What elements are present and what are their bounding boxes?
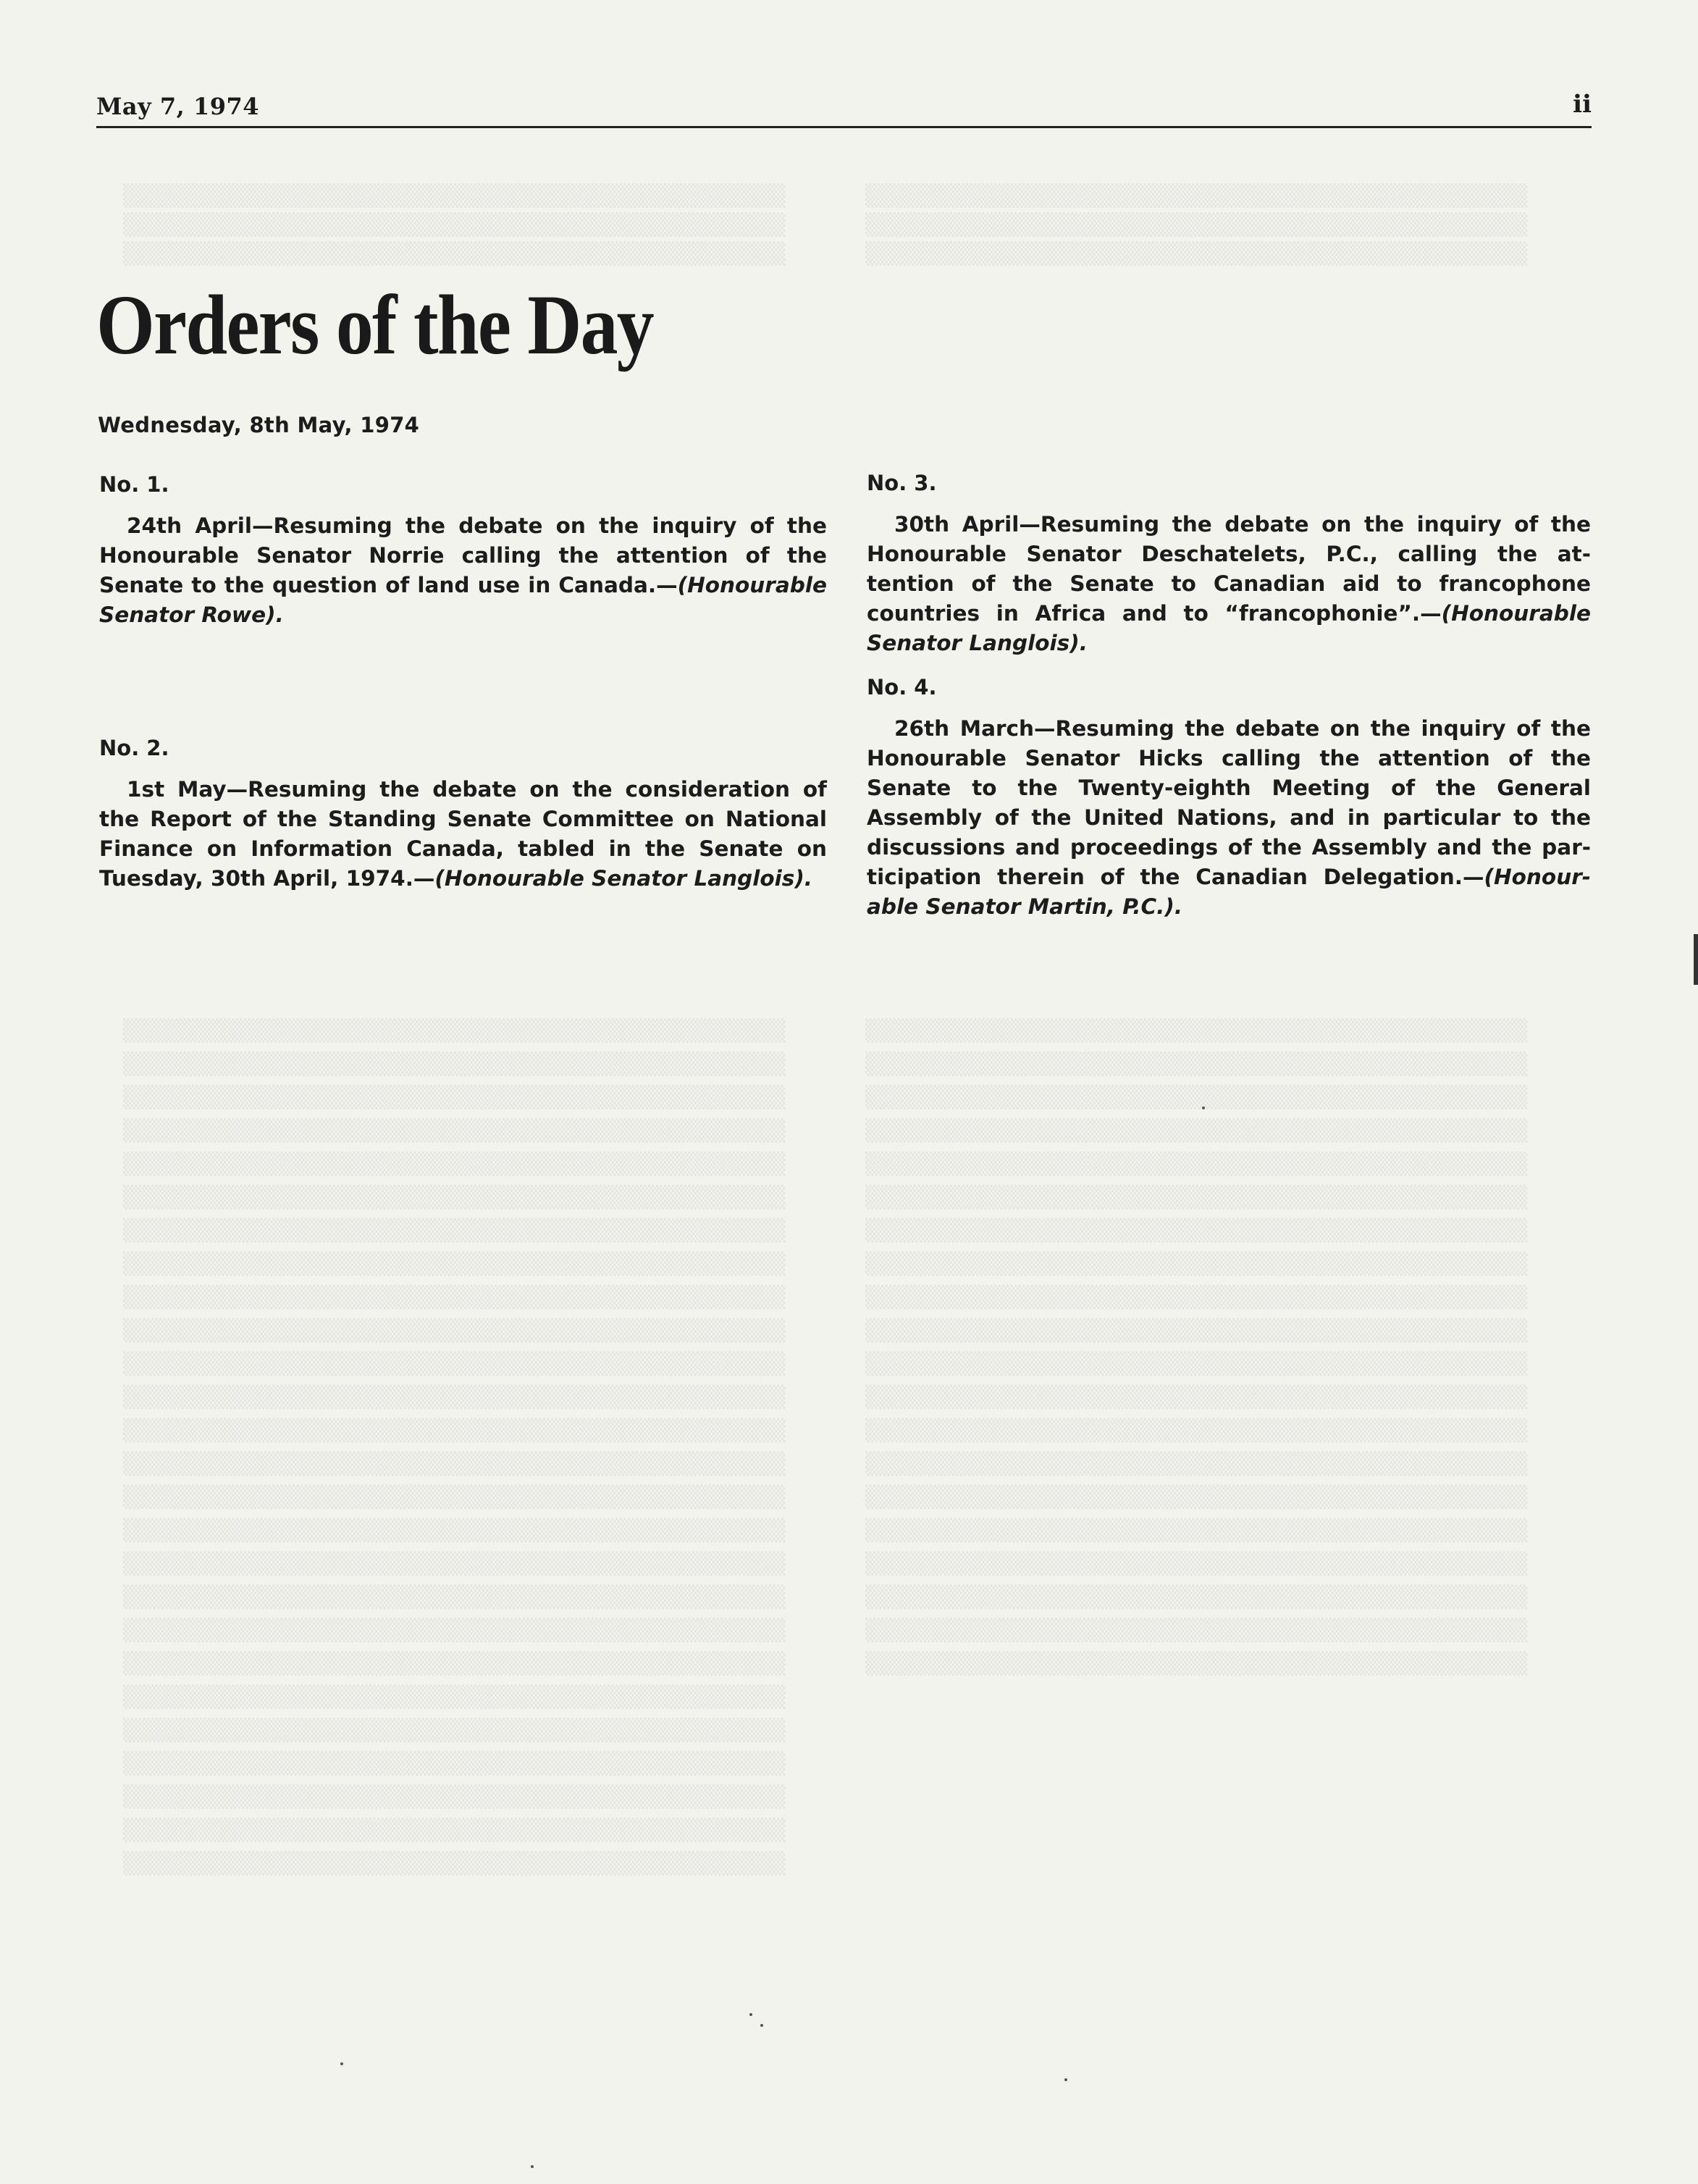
order-mover: (Honourable Senator Martin, P.C.).	[867, 865, 1591, 919]
order-text	[99, 775, 827, 894]
scan-speck	[531, 2165, 534, 2168]
order-mover: (Honourable Senator Langlois).	[434, 866, 813, 891]
order-number: No. 1.	[99, 472, 169, 497]
sitting-date: Wednesday, 8th May, 1974	[98, 413, 420, 437]
scan-edge-mark	[1694, 934, 1698, 985]
order-text	[99, 511, 827, 630]
order-text	[867, 510, 1591, 658]
running-header	[96, 90, 1592, 128]
order-body: 24th April—Resuming the debate on the inquiry of the Honourable Senator Norrie calling the attention of the Senate to the question of land use in Canada.—	[99, 513, 827, 597]
order-text	[867, 714, 1591, 922]
show-through-texture: ▒▒▒▒▒▒▒▒▒▒▒▒▒▒▒▒▒▒▒▒▒▒▒▒▒▒▒▒▒▒▒▒▒▒▒▒▒▒▒▒▒ ▒▒▒▒▒▒▒▒▒▒▒▒▒▒▒▒▒▒▒▒▒▒▒▒▒▒▒▒▒▒▒▒▒▒▒▒▒▒▒▒▒ ▒▒▒▒▒▒▒▒▒▒▒▒▒▒▒▒▒▒▒▒▒▒▒▒▒▒▒▒▒▒▒▒▒▒▒▒▒▒▒▒▒	[865, 183, 1528, 266]
order-number: No. 2.	[99, 736, 169, 760]
order-body: 26th March—Resuming the debate on the inquiry of the Honourable Senator Hicks calling the attention of the Senate to the Twenty-eighth Meeting of the General Assembly of the United Nations, and in particular to the discussions and proceedings of the Assembly and the participation therein of the Canadian Delegation.—	[867, 716, 1591, 889]
show-through-texture: ▒▒▒▒▒▒▒▒▒▒▒▒▒▒▒▒▒▒▒▒▒▒▒▒▒▒▒▒▒▒▒▒▒▒▒▒▒▒▒▒▒ ▒▒▒▒▒▒▒▒▒▒▒▒▒▒▒▒▒▒▒▒▒▒▒▒▒▒▒▒▒▒▒▒▒▒▒▒▒▒▒▒▒ ▒▒▒▒▒▒▒▒▒▒▒▒▒▒▒▒▒▒▒▒▒▒▒▒▒▒▒▒▒▒▒▒▒▒▒▒▒▒▒▒▒ ▒▒▒▒▒▒▒▒▒▒▒▒▒▒▒▒▒▒▒▒▒▒▒▒▒▒▒▒▒▒▒▒▒▒▒▒▒▒▒▒▒ ▒▒▒▒▒▒▒▒▒▒▒▒▒▒▒▒▒▒▒▒▒▒▒▒▒▒▒▒▒▒▒▒▒▒▒▒▒▒▒▒▒ ▒▒▒▒▒▒▒▒▒▒▒▒▒▒▒▒▒▒▒▒▒▒▒▒▒▒▒▒▒▒▒▒▒▒▒▒▒▒▒▒▒ ▒▒▒▒▒▒▒▒▒▒▒▒▒▒▒▒▒▒▒▒▒▒▒▒▒▒▒▒▒▒▒▒▒▒▒▒▒▒▒▒▒ ▒▒▒▒▒▒▒▒▒▒▒▒▒▒▒▒▒▒▒▒▒▒▒▒▒▒▒▒▒▒▒▒▒▒▒▒▒▒▒▒▒ ▒▒▒▒▒▒▒▒▒▒▒▒▒▒▒▒▒▒▒▒▒▒▒▒▒▒▒▒▒▒▒▒▒▒▒▒▒▒▒▒▒ ▒▒▒▒▒▒▒▒▒▒▒▒▒▒▒▒▒▒▒▒▒▒▒▒▒▒▒▒▒▒▒▒▒▒▒▒▒▒▒▒▒ ▒▒▒▒▒▒▒▒▒▒▒▒▒▒▒▒▒▒▒▒▒▒▒▒▒▒▒▒▒▒▒▒▒▒▒▒▒▒▒▒▒ ▒▒▒▒▒▒▒▒▒▒▒▒▒▒▒▒▒▒▒▒▒▒▒▒▒▒▒▒▒▒▒▒▒▒▒▒▒▒▒▒▒ ▒▒▒▒▒▒▒▒▒▒▒▒▒▒▒▒▒▒▒▒▒▒▒▒▒▒▒▒▒▒▒▒▒▒▒▒▒▒▒▒▒ ▒▒▒▒▒▒▒▒▒▒▒▒▒▒▒▒▒▒▒▒▒▒▒▒▒▒▒▒▒▒▒▒▒▒▒▒▒▒▒▒▒ ▒▒▒▒▒▒▒▒▒▒▒▒▒▒▒▒▒▒▒▒▒▒▒▒▒▒▒▒▒▒▒▒▒▒▒▒▒▒▒▒▒ ▒▒▒▒▒▒▒▒▒▒▒▒▒▒▒▒▒▒▒▒▒▒▒▒▒▒▒▒▒▒▒▒▒▒▒▒▒▒▒▒▒ ▒▒▒▒▒▒▒▒▒▒▒▒▒▒▒▒▒▒▒▒▒▒▒▒▒▒▒▒▒▒▒▒▒▒▒▒▒▒▒▒▒ ▒▒▒▒▒▒▒▒▒▒▒▒▒▒▒▒▒▒▒▒▒▒▒▒▒▒▒▒▒▒▒▒▒▒▒▒▒▒▒▒▒ ▒▒▒▒▒▒▒▒▒▒▒▒▒▒▒▒▒▒▒▒▒▒▒▒▒▒▒▒▒▒▒▒▒▒▒▒▒▒▒▒▒ ▒▒▒▒▒▒▒▒▒▒▒▒▒▒▒▒▒▒▒▒▒▒▒▒▒▒▒▒▒▒▒▒▒▒▒▒▒▒▒▒▒	[865, 1018, 1528, 1676]
order-number: No. 3.	[867, 471, 937, 495]
scan-speck	[749, 2013, 752, 2016]
order-item	[99, 472, 827, 630]
header-date: May 7, 1974	[96, 93, 259, 120]
scan-speck	[1064, 2078, 1067, 2081]
page-number: ii	[1573, 90, 1592, 119]
order-mover: (Honourable Senator Rowe).	[99, 573, 827, 627]
order-body: 30th April—Resuming the debate on the inquiry of the Honourable Senator Deschatelets, P.C., calling the attention of the Senate to Canadian aid to francophone countries in Africa and to “francophonie”.—	[867, 512, 1591, 626]
show-through-texture: ▒▒▒▒▒▒▒▒▒▒▒▒▒▒▒▒▒▒▒▒▒▒▒▒▒▒▒▒▒▒▒▒▒▒▒▒▒▒▒▒▒ ▒▒▒▒▒▒▒▒▒▒▒▒▒▒▒▒▒▒▒▒▒▒▒▒▒▒▒▒▒▒▒▒▒▒▒▒▒▒▒▒▒ ▒▒▒▒▒▒▒▒▒▒▒▒▒▒▒▒▒▒▒▒▒▒▒▒▒▒▒▒▒▒▒▒▒▒▒▒▒▒▒▒▒ ▒▒▒▒▒▒▒▒▒▒▒▒▒▒▒▒▒▒▒▒▒▒▒▒▒▒▒▒▒▒▒▒▒▒▒▒▒▒▒▒▒ ▒▒▒▒▒▒▒▒▒▒▒▒▒▒▒▒▒▒▒▒▒▒▒▒▒▒▒▒▒▒▒▒▒▒▒▒▒▒▒▒▒ ▒▒▒▒▒▒▒▒▒▒▒▒▒▒▒▒▒▒▒▒▒▒▒▒▒▒▒▒▒▒▒▒▒▒▒▒▒▒▒▒▒ ▒▒▒▒▒▒▒▒▒▒▒▒▒▒▒▒▒▒▒▒▒▒▒▒▒▒▒▒▒▒▒▒▒▒▒▒▒▒▒▒▒ ▒▒▒▒▒▒▒▒▒▒▒▒▒▒▒▒▒▒▒▒▒▒▒▒▒▒▒▒▒▒▒▒▒▒▒▒▒▒▒▒▒ ▒▒▒▒▒▒▒▒▒▒▒▒▒▒▒▒▒▒▒▒▒▒▒▒▒▒▒▒▒▒▒▒▒▒▒▒▒▒▒▒▒ ▒▒▒▒▒▒▒▒▒▒▒▒▒▒▒▒▒▒▒▒▒▒▒▒▒▒▒▒▒▒▒▒▒▒▒▒▒▒▒▒▒ ▒▒▒▒▒▒▒▒▒▒▒▒▒▒▒▒▒▒▒▒▒▒▒▒▒▒▒▒▒▒▒▒▒▒▒▒▒▒▒▒▒ ▒▒▒▒▒▒▒▒▒▒▒▒▒▒▒▒▒▒▒▒▒▒▒▒▒▒▒▒▒▒▒▒▒▒▒▒▒▒▒▒▒ ▒▒▒▒▒▒▒▒▒▒▒▒▒▒▒▒▒▒▒▒▒▒▒▒▒▒▒▒▒▒▒▒▒▒▒▒▒▒▒▒▒ ▒▒▒▒▒▒▒▒▒▒▒▒▒▒▒▒▒▒▒▒▒▒▒▒▒▒▒▒▒▒▒▒▒▒▒▒▒▒▒▒▒ ▒▒▒▒▒▒▒▒▒▒▒▒▒▒▒▒▒▒▒▒▒▒▒▒▒▒▒▒▒▒▒▒▒▒▒▒▒▒▒▒▒ ▒▒▒▒▒▒▒▒▒▒▒▒▒▒▒▒▒▒▒▒▒▒▒▒▒▒▒▒▒▒▒▒▒▒▒▒▒▒▒▒▒ ▒▒▒▒▒▒▒▒▒▒▒▒▒▒▒▒▒▒▒▒▒▒▒▒▒▒▒▒▒▒▒▒▒▒▒▒▒▒▒▒▒ ▒▒▒▒▒▒▒▒▒▒▒▒▒▒▒▒▒▒▒▒▒▒▒▒▒▒▒▒▒▒▒▒▒▒▒▒▒▒▒▒▒ ▒▒▒▒▒▒▒▒▒▒▒▒▒▒▒▒▒▒▒▒▒▒▒▒▒▒▒▒▒▒▒▒▒▒▒▒▒▒▒▒▒ ▒▒▒▒▒▒▒▒▒▒▒▒▒▒▒▒▒▒▒▒▒▒▒▒▒▒▒▒▒▒▒▒▒▒▒▒▒▒▒▒▒ ▒▒▒▒▒▒▒▒▒▒▒▒▒▒▒▒▒▒▒▒▒▒▒▒▒▒▒▒▒▒▒▒▒▒▒▒▒▒▒▒▒ ▒▒▒▒▒▒▒▒▒▒▒▒▒▒▒▒▒▒▒▒▒▒▒▒▒▒▒▒▒▒▒▒▒▒▒▒▒▒▒▒▒ ▒▒▒▒▒▒▒▒▒▒▒▒▒▒▒▒▒▒▒▒▒▒▒▒▒▒▒▒▒▒▒▒▒▒▒▒▒▒▒▒▒ ▒▒▒▒▒▒▒▒▒▒▒▒▒▒▒▒▒▒▒▒▒▒▒▒▒▒▒▒▒▒▒▒▒▒▒▒▒▒▒▒▒ ▒▒▒▒▒▒▒▒▒▒▒▒▒▒▒▒▒▒▒▒▒▒▒▒▒▒▒▒▒▒▒▒▒▒▒▒▒▒▒▒▒ ▒▒▒▒▒▒▒▒▒▒▒▒▒▒▒▒▒▒▒▒▒▒▒▒▒▒▒▒▒▒▒▒▒▒▒▒▒▒▒▒▒	[123, 1018, 786, 1876]
scan-speck	[760, 2024, 763, 2027]
order-item	[99, 736, 827, 894]
order-item	[867, 471, 1591, 658]
scan-speck	[1202, 1106, 1205, 1109]
order-number: No. 4.	[867, 675, 937, 700]
order-body: 1st May—Resuming the debate on the consideration of the Report of the Standing Senate Committee on National Finance on Information Canada, tabled in the Senate on Tuesday, 30th April, 1974.—	[99, 777, 827, 891]
show-through-texture: ▒▒▒▒▒▒▒▒▒▒▒▒▒▒▒▒▒▒▒▒▒▒▒▒▒▒▒▒▒▒▒▒▒▒▒▒▒▒▒▒▒ ▒▒▒▒▒▒▒▒▒▒▒▒▒▒▒▒▒▒▒▒▒▒▒▒▒▒▒▒▒▒▒▒▒▒▒▒▒▒▒▒▒ ▒▒▒▒▒▒▒▒▒▒▒▒▒▒▒▒▒▒▒▒▒▒▒▒▒▒▒▒▒▒▒▒▒▒▒▒▒▒▒▒▒	[123, 183, 786, 266]
order-mover: (Honourable Senator Langlois).	[867, 601, 1591, 655]
section-title: Orders of the Day	[96, 277, 653, 372]
scan-speck	[340, 2062, 343, 2065]
order-item	[867, 675, 1591, 922]
